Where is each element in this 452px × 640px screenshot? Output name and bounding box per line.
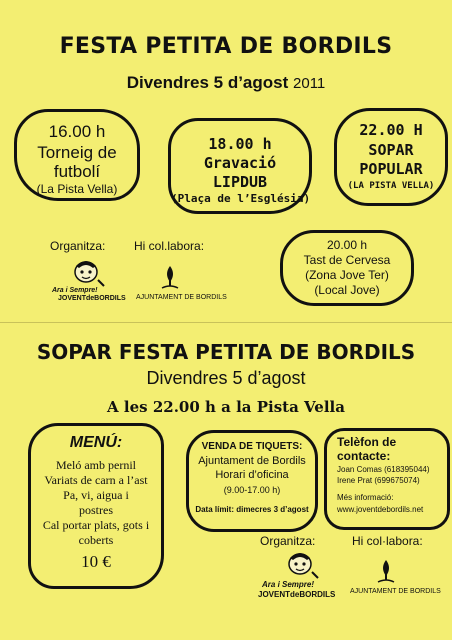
collabora-label: Hi col.labora: (134, 239, 205, 253)
event-time: 22.00 H (359, 121, 423, 139)
event-line: POPULAR (359, 160, 423, 178)
event-time: 16.00 h (48, 122, 106, 141)
tickets-heading: VENDA DE TIQUETS: (201, 441, 303, 452)
event-cervesa-box (280, 230, 414, 306)
jovent-tagline: Ara i Sempre! (52, 287, 98, 294)
top-title: FESTA PETITA DE BORDILS (59, 34, 393, 59)
menu-item: Variats de carn a l’ast (44, 473, 148, 487)
contact-box (324, 428, 450, 530)
tickets-box (186, 430, 318, 532)
menu-heading: MENÚ: (69, 434, 123, 451)
event-line: futbolí (53, 162, 101, 181)
tickets-line: Horari d’oficina (215, 469, 289, 481)
top-date-text: Divendres 5 d’agost (126, 73, 289, 92)
top-year: 2011 (293, 75, 326, 92)
event-line: Tast de Cervesa (303, 253, 391, 267)
bottom-title: SOPAR FESTA PETITA DE BORDILS (36, 340, 416, 364)
menu-item: coberts (78, 533, 114, 547)
jovent-name: JOVENTdeBORDILS (258, 590, 336, 599)
cut-line (0, 322, 452, 323)
event-time: 18.00 h (208, 135, 272, 153)
contact-line: Irene Prat (699675074) (337, 476, 420, 485)
organitza-label: Organitza: (50, 239, 106, 253)
contact-heading: Telèfon de (337, 435, 397, 449)
event-place: (La Pista Vella) (36, 182, 118, 196)
event-line: SOPAR (368, 141, 414, 159)
organitza-label: Organitza: (260, 534, 316, 548)
ajuntament-logo-icon (160, 264, 180, 292)
tickets-deadline: Data límit: dimecres 3 d’agost (195, 505, 309, 514)
contact-heading: contacte: (337, 449, 391, 463)
event-lipdub-box (168, 118, 312, 214)
collabora-label: Hi col·labora: (352, 534, 423, 548)
menu-item: Meló amb pernil (56, 458, 136, 472)
event-sopar-box (334, 108, 448, 206)
ajuntament-name: AJUNTAMENT DE BORDILS (350, 588, 441, 595)
event-line: Torneig de (37, 143, 117, 162)
event-futboli-box (14, 109, 140, 201)
ajuntament-name: AJUNTAMENT DE BORDILS (136, 294, 227, 301)
jovent-name: JOVENTdeBORDILS (58, 295, 126, 302)
menu-item: Pa, vi, aigua i (63, 488, 129, 502)
event-place: (LA PISTA VELLA) (347, 181, 435, 191)
ajuntament-logo-icon (376, 558, 396, 586)
contact-line: Joan Comas (618395044) (337, 465, 430, 474)
menu-item: Cal portar plats, gots i (42, 518, 150, 532)
menu-price: 10 € (81, 552, 111, 571)
bottom-date: Divendres 5 d’agost (146, 368, 306, 388)
tickets-line: Ajuntament de Bordils (198, 455, 306, 467)
event-line: Gravació (203, 154, 277, 172)
event-line: (Local Jove) (314, 283, 380, 297)
event-place: (Plaça de l’Església) (171, 192, 311, 205)
tickets-hours: (9.00-17.00 h) (223, 485, 281, 495)
menu-box (28, 423, 164, 589)
event-line: (Zona Jove Ter) (305, 268, 389, 282)
event-line: LIPDUB (212, 173, 268, 191)
contact-more: Més informació: (337, 493, 394, 502)
bottom-time: A les 22.00 h a la Pista Vella (107, 398, 345, 416)
event-time: 20.00 h (326, 238, 368, 252)
menu-item: postres (79, 503, 113, 517)
top-date (0, 73, 452, 93)
jovent-tagline: Ara i Sempre! (262, 580, 315, 589)
contact-url[interactable]: www.joventdebordils.net (337, 505, 424, 514)
